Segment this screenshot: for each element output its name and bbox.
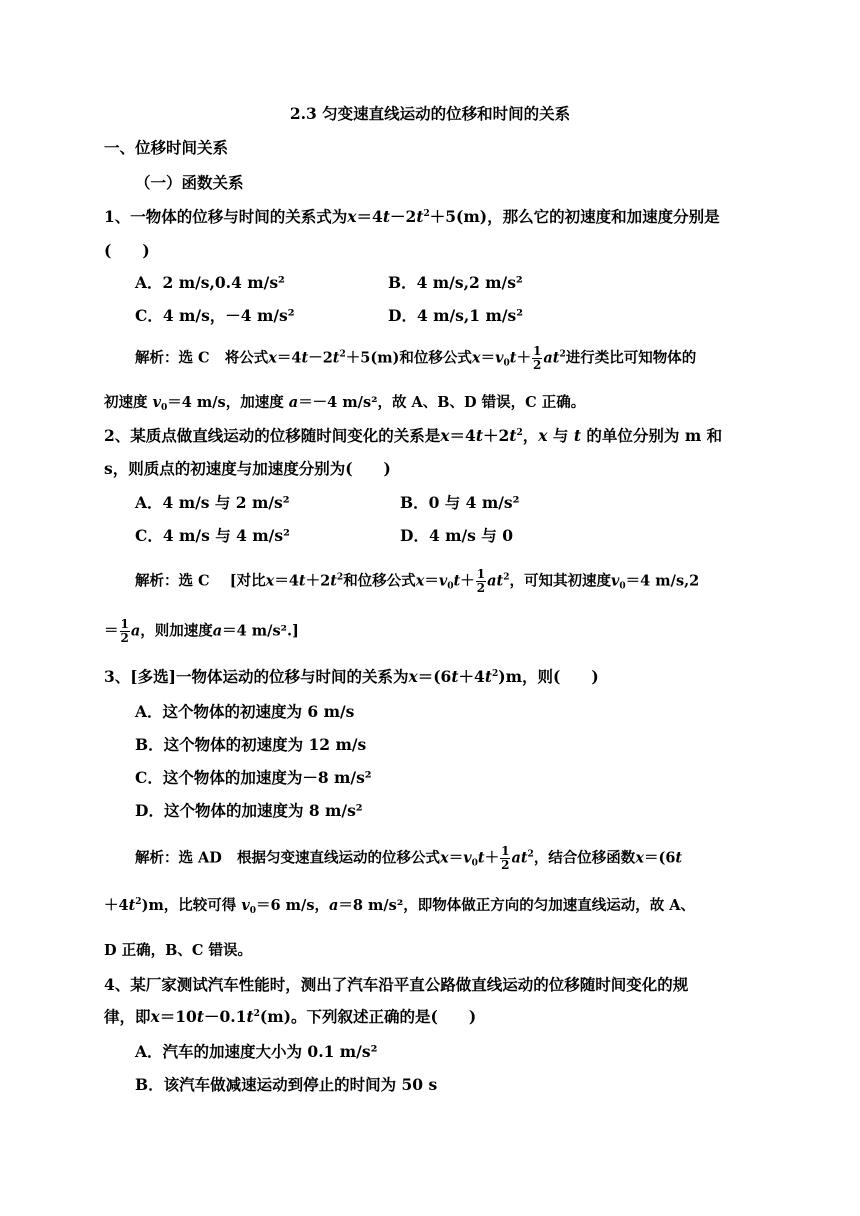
question-2-line2: s，则质点的初速度与加速度分别为( ) [104, 459, 391, 478]
q3-option-c: C．这个物体的加速度为－8 m/s² [135, 768, 372, 787]
page-title: 2.3 匀变速直线运动的位移和时间的关系 [289, 104, 571, 123]
section-heading: 一、位移时间关系 [104, 138, 229, 157]
q3-explanation-line3: D 正确，B、C 错误。 [104, 942, 252, 959]
q1-option-a: A．2 m/s,0.4 m/s² [135, 273, 285, 292]
q1-option-b: B．4 m/s,2 m/s² [388, 273, 523, 292]
q2-explanation: 解析：选 C [对比$x=4t+2t^2$和位移公式$x=v_0t+$ $\frac{1}{2}$ $at^2$，可知其初速度$v_0=4$ m/s,2 [135, 567, 700, 595]
question-4-line2: 律，即$x=10t-0.1t^2(m)$。下列叙述正确的是( ) [104, 1007, 477, 1026]
q1-explanation: 解析：选 C 将公式$x=4t-2t^2+5(m)$和位移公式$x=v_0t+$ $\frac{1}{2}$ $at^2$进行类比可知物体的 [135, 344, 697, 372]
q3-option-d: D．这个物体的加速度为 8 m/s² [135, 801, 363, 820]
q2-explanation-line2: ＝ $\frac{1}{2}$ a，则加速度a＝4 m/s².] [104, 617, 299, 645]
q4-option-b: B．该汽车做减速运动到停止的时间为 50 s [135, 1075, 438, 1094]
question-1-paren: ( ) [104, 241, 150, 260]
q3-option-b: B．这个物体的初速度为 12 m/s [135, 735, 367, 754]
q4-option-a: A．汽车的加速度大小为 0.1 m/s² [135, 1042, 378, 1061]
question-1: 1、一物体的位移与时间的关系式为$x=4t-2t^2+5(m)$，那么它的初速度和加速度分别是 [104, 207, 720, 226]
q2-option-c: C．4 m/s 与 4 m/s² [135, 526, 290, 545]
question-3: 3、[多选]一物体运动的位移与时间的关系为$x=(6t+4t^2)m$，则( ) [104, 667, 599, 686]
q3-option-a: A．这个物体的初速度为 6 m/s [135, 702, 355, 721]
q1-explanation-line2: 初速度 $v_0=4$ m/s，加速度 a＝－4 m/s²，故 A、B、D 错误，C 正确。 [104, 394, 586, 413]
question-2: 2、某质点做直线运动的位移随时间变化的关系是$x=4t+2t^2$，x 与 t 的单位分别为 m 和 [104, 426, 723, 445]
q2-option-a: A．4 m/s 与 2 m/s² [135, 493, 290, 512]
q3-explanation-line2: $+4t^2)m$，比较可得 $v_0=6$ m/s，a＝8 m/s²，即物体做正方向的匀加速直线运动，故 A、 [104, 897, 695, 916]
q1-option-d: D．4 m/s,1 m/s² [388, 306, 524, 325]
q3-explanation: 解析：选 AD 根据匀变速直线运动的位移公式$x=v_0t+$ $\frac{1}{2}$ $at^2$，结合位移函数x＝(6t [135, 844, 683, 872]
subsection-heading: （一）函数关系 [135, 173, 244, 192]
q1-option-c: C．4 m/s，－4 m/s² [135, 306, 295, 325]
question-4: 4、某厂家测试汽车性能时，测出了汽车沿平直公路做直线运动的位移随时间变化的规 [104, 975, 689, 994]
q2-option-b: B．0 与 4 m/s² [400, 493, 520, 512]
q2-option-d: D．4 m/s 与 0 [400, 526, 513, 545]
